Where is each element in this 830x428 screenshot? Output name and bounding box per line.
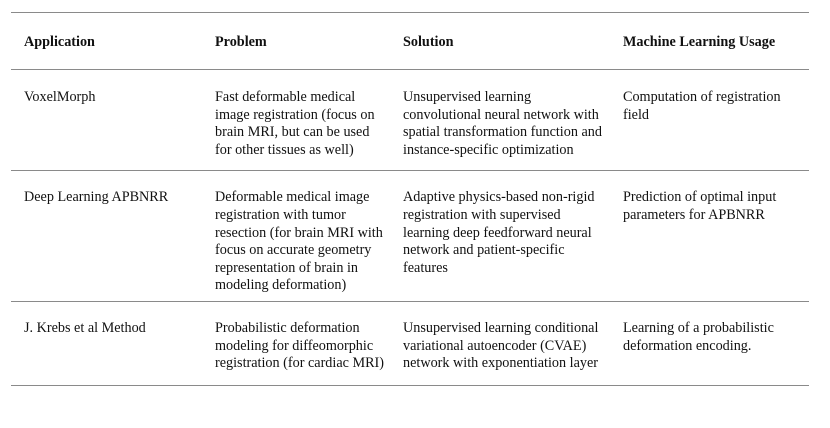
cell-application: Deep Learning APBNRR <box>24 189 169 206</box>
table-row <box>11 70 809 171</box>
cell-problem: Fast deformable medical image registration (focus on brain MRI, but can be used for other tissues as well) <box>215 89 375 158</box>
cell-ml-usage: Computation of registration field <box>623 89 781 123</box>
comparison-table-container <box>11 12 809 386</box>
header-ml-usage: Machine Learning Usage <box>623 34 776 50</box>
cell-ml-usage: Prediction of optimal input parameters for APBNRR <box>623 189 777 223</box>
cell-problem: Probabilistic deformation modeling for diffeomorphic registration (for cardiac MRI) <box>215 319 384 372</box>
table-body <box>11 70 809 386</box>
cell-solution: Adaptive physics-based non-rigid registration with supervised learning deep feedforward neural network and patient-specific features <box>403 189 595 276</box>
cell-application: J. Krebs et al Method <box>24 319 146 336</box>
header-application: Application <box>24 34 95 50</box>
table-row <box>11 301 809 385</box>
header-row <box>11 13 809 70</box>
cell-solution: Unsupervised learning convolutional neural network with spatial transformation function and instance-specific optimization <box>403 89 602 158</box>
table-row <box>11 171 809 302</box>
cell-solution: Unsupervised learning conditional variational autoencoder (CVAE) network with exponentiation layer <box>403 319 599 372</box>
table-header <box>11 13 809 70</box>
cell-ml-usage: Learning of a probabilistic deformation encoding. <box>623 319 774 354</box>
cell-application: VoxelMorph <box>24 89 96 105</box>
comparison-table <box>11 12 809 386</box>
cell-problem: Deformable medical image registration with tumor resection (for brain MRI with focus on accurate geometry representation of brain in modeling deformation) <box>215 189 383 294</box>
header-solution: Solution <box>403 34 454 50</box>
header-problem: Problem <box>215 34 267 50</box>
